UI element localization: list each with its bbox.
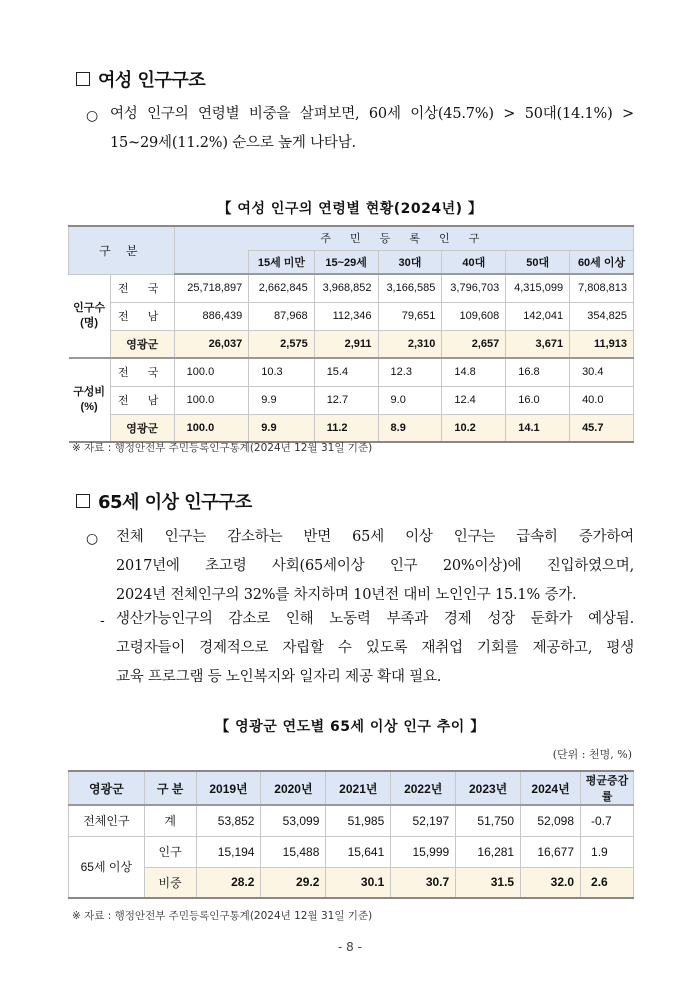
section-title-elderly-population [76,488,252,514]
row-label: 인구 [144,836,196,867]
section-title-female-population [76,66,205,92]
paragraph-line: 2017년에 초고령 사회(65세이상 인구 20%이상)에 진입하였으며, [116,558,634,574]
table-row [69,274,634,302]
cell: 886,439 [174,302,249,330]
row-label: 전 남 [110,386,174,414]
header-col: 2023년 [456,771,521,805]
row-label: 전 국 [110,358,174,386]
table-row [69,836,634,867]
header-col: 60세 이상 [570,250,634,274]
cell: 45.7 [570,414,634,442]
cell: 10.3 [249,358,314,386]
cell: 15,999 [391,836,456,867]
header-col: 50대 [506,250,570,274]
cell: 112,346 [314,302,378,330]
section1-paragraph [110,100,634,158]
cell: 15,641 [326,836,391,867]
row-label: 영광군 [110,414,174,442]
table-row-highlight [69,330,634,358]
header-col: 영광군 [69,771,145,805]
cell: 100.0 [174,358,249,386]
cell: 3,671 [506,330,570,358]
cell: 9.0 [378,386,442,414]
cell: 3,796,703 [442,274,506,302]
elderly-population-table [68,770,634,899]
paragraph-line: 2024년 전체인구의 32%를 차지하며 10년전 대비 노인인구 15.1% 증가. [116,587,577,603]
table-row [69,805,634,836]
cell: 11,913 [570,330,634,358]
cell: 100.0 [174,386,249,414]
cell-rate: 2.6 [581,867,634,898]
cell: 30.7 [391,867,456,898]
cell: 2,662,845 [249,274,314,302]
section2-subparagraph [116,605,634,692]
cell: 2,575 [249,330,314,358]
header-col: 40대 [442,250,506,274]
header-col: 15~29세 [314,250,378,274]
header-category: 구 분 [69,226,175,274]
cell: 12.3 [378,358,442,386]
cell: 14.1 [506,414,570,442]
cell: 15,194 [196,836,261,867]
cell: 16.8 [506,358,570,386]
table2-source-note: ※ 자료 : 행정안전부 주민등록인구통계(2024년 12월 31일 기준) [72,910,373,922]
cell: 7,808,813 [570,274,634,302]
cell: 9.9 [249,414,314,442]
cell: 52,098 [521,805,581,836]
row-group-label: 구성비 (%) [69,358,111,442]
row-label: 전 남 [110,302,174,330]
cell: 31.5 [456,867,521,898]
cell: 40.0 [570,386,634,414]
section-title-text: 65세 이상 인구구조 [98,492,252,513]
table1-source-note: ※ 자료 : 행정안전부 주민등록인구통계(2024년 12월 31일 기준) [72,442,373,454]
header-col: 2021년 [326,771,391,805]
cell: 29.2 [261,867,326,898]
cell: 12.4 [442,386,506,414]
row-label: 전 국 [110,274,174,302]
cell: 15.4 [314,358,378,386]
header-col: 30대 [378,250,442,274]
cell: 25,718,897 [174,274,249,302]
cell: 9.9 [249,386,314,414]
table1-caption: 【 여성 인구의 연령별 현황(2024년) 】 [217,201,483,217]
header-total-blank [174,250,249,274]
cell: 3,968,852 [314,274,378,302]
table-row-highlight [69,414,634,442]
table-row [69,302,634,330]
cell-rate: -0.7 [581,805,634,836]
cell: 16,281 [456,836,521,867]
cell: 12.7 [314,386,378,414]
cell: 109,608 [442,302,506,330]
cell: 28.2 [196,867,261,898]
checkbox-square-icon [76,72,90,86]
row-group-label: 전체인구 [69,805,145,836]
cell: 15,488 [261,836,326,867]
header-col: 2022년 [391,771,456,805]
paragraph-line: 15~29세(11.2%) 순으로 높게 나타남. [110,135,356,151]
dash-bullet: - [100,613,105,629]
paragraph-line: 전체 인구는 감소하는 반면 65세 이상 인구는 급속히 증가하여 [116,529,634,545]
cell: 30.1 [326,867,391,898]
paragraph-line: 생산가능인구의 감소로 인해 노동력 부족과 경제 성장 둔화가 예상됨. [116,611,634,627]
checkbox-square-icon [76,494,90,508]
cell: 11.2 [314,414,378,442]
cell: 2,657 [442,330,506,358]
cell: 142,041 [506,302,570,330]
row-label: 비중 [144,867,196,898]
cell: 100.0 [174,414,249,442]
table-row [69,358,634,386]
cell: 52,197 [391,805,456,836]
cell: 16.0 [506,386,570,414]
row-group-label: 65세 이상 [69,836,145,898]
circle-bullet-icon: ○ [86,531,99,547]
cell: 53,852 [196,805,261,836]
cell: 10.2 [442,414,506,442]
cell: 3,166,585 [378,274,442,302]
cell: 2,911 [314,330,378,358]
header-col: 구 분 [144,771,196,805]
header-col: 2019년 [196,771,261,805]
table2-caption: 【 영광군 연도별 65세 이상 인구 추이 】 [215,719,485,735]
cell: 79,651 [378,302,442,330]
table2-unit: (단위 : 천명, %) [552,748,632,761]
paragraph-line: 여성 인구의 연령별 비중을 살펴보면, 60세 이상(45.7%) > 50대(14.1%) > [110,106,634,122]
header-col: 평균증감률 [581,771,634,805]
cell: 2,310 [378,330,442,358]
cell: 26,037 [174,330,249,358]
paragraph-line: 고령자들이 경제적으로 자립할 수 있도록 재취업 기회를 제공하고, 평생 [116,640,634,656]
paragraph-line: 교육 프로그램 등 노인복지와 일자리 제공 확대 필요. [116,669,442,685]
row-group-label: 인구수 (명) [69,274,111,358]
header-group: 주 민 등 록 인 구 [174,226,633,250]
cell: 87,968 [249,302,314,330]
cell: 4,315,099 [506,274,570,302]
cell-rate: 1.9 [581,836,634,867]
cell: 53,099 [261,805,326,836]
cell: 8.9 [378,414,442,442]
page-number: - 8 - [338,940,362,954]
header-col: 2020년 [261,771,326,805]
row-label: 계 [144,805,196,836]
row-label: 영광군 [110,330,174,358]
cell: 354,825 [570,302,634,330]
circle-bullet-icon: ○ [86,108,99,124]
cell: 32.0 [521,867,581,898]
section2-paragraph [116,523,634,610]
cell: 51,750 [456,805,521,836]
cell: 30.4 [570,358,634,386]
cell: 16,677 [521,836,581,867]
table-row [69,386,634,414]
cell: 14.8 [442,358,506,386]
cell: 51,985 [326,805,391,836]
table-row-highlight [69,867,634,898]
section-title-text: 여성 인구구조 [98,70,206,91]
header-col: 2024년 [521,771,581,805]
female-population-table [68,225,634,443]
header-col: 15세 미만 [249,250,314,274]
